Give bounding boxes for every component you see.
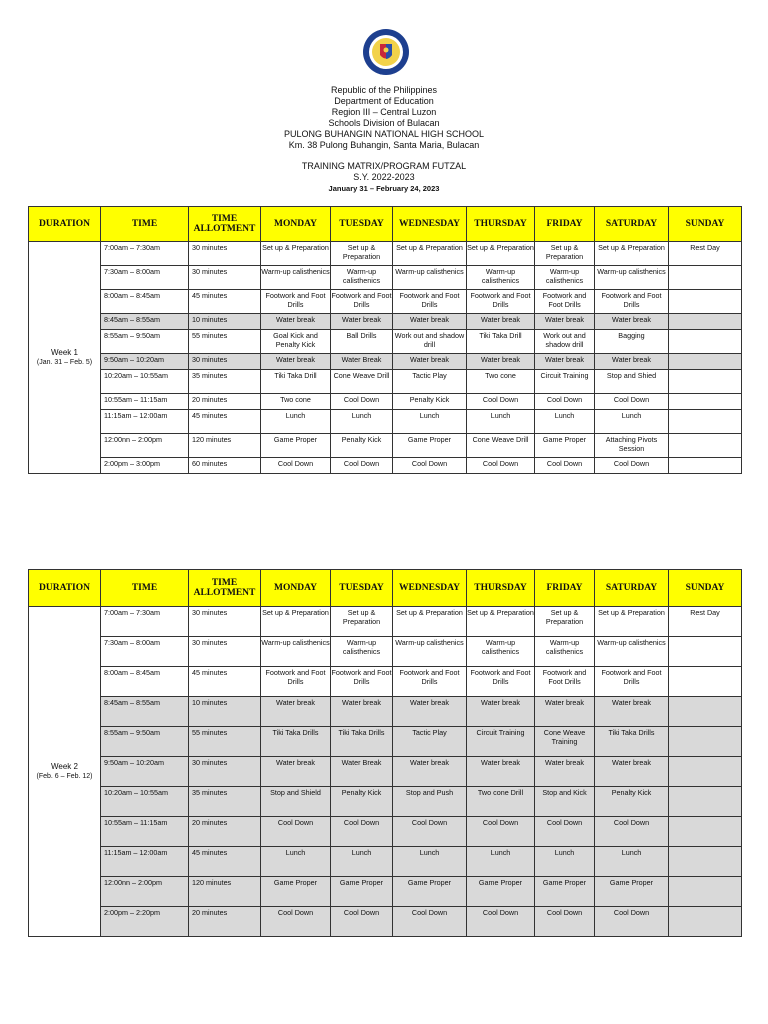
activity-cell-thursday: Lunch (467, 847, 535, 877)
activity-cell-wednesday: Warm-up calisthenics (393, 266, 467, 290)
column-header-sunday: SUNDAY (669, 207, 742, 242)
table-row (29, 787, 742, 817)
table-row (29, 354, 742, 370)
activity-cell-monday: Water break (261, 354, 331, 370)
activity-cell-sunday: Rest Day (669, 242, 742, 266)
table-row (29, 410, 742, 434)
activity-cell-thursday: Cool Down (467, 458, 535, 474)
header-country: Republic of the Philippines (330, 85, 438, 95)
activity-cell-wednesday: Penalty Kick (393, 394, 467, 410)
activity-cell-monday: Water break (261, 314, 331, 330)
allotment-cell: 120 minutes (189, 434, 261, 458)
activity-cell-monday: Tiki Taka Drills (261, 727, 331, 757)
activity-cell-sunday (669, 370, 742, 394)
activity-cell-monday: Cool Down (261, 458, 331, 474)
time-cell: 2:00pm – 2:20pm (101, 907, 189, 937)
activity-cell-wednesday: Warm-up calisthenics (393, 637, 467, 667)
time-cell: 7:30am – 8:00am (101, 637, 189, 667)
activity-cell-wednesday: Lunch (393, 410, 467, 434)
activity-cell-tuesday: Set up & Preparation (331, 607, 393, 637)
time-cell: 7:30am – 8:00am (101, 266, 189, 290)
activity-cell-tuesday: Cool Down (331, 458, 393, 474)
activity-cell-wednesday: Water break (393, 697, 467, 727)
column-header-monday: MONDAY (261, 570, 331, 607)
activity-cell-friday: Work out and shadow drill (535, 330, 595, 354)
activity-cell-saturday: Warm-up calisthenics (595, 266, 669, 290)
allotment-cell: 55 minutes (189, 330, 261, 354)
table-row (29, 697, 742, 727)
activity-cell-sunday (669, 354, 742, 370)
activity-cell-tuesday: Water Break (331, 354, 393, 370)
activity-cell-monday: Lunch (261, 847, 331, 877)
time-cell: 10:55am – 11:15am (101, 817, 189, 847)
activity-cell-tuesday: Cool Down (331, 817, 393, 847)
activity-cell-wednesday: Footwork and Foot Drills (393, 290, 467, 314)
activity-cell-friday: Set up & Preparation (535, 607, 595, 637)
table-row (29, 394, 742, 410)
activity-cell-thursday: Two cone Drill (467, 787, 535, 817)
column-header-duration: DURATION (29, 207, 101, 242)
header-row (29, 570, 742, 607)
activity-cell-sunday (669, 290, 742, 314)
activity-cell-sunday: Rest Day (669, 607, 742, 637)
activity-cell-sunday (669, 314, 742, 330)
activity-cell-saturday: Bagging (595, 330, 669, 354)
activity-cell-thursday: Water break (467, 757, 535, 787)
column-header-thursday: THURSDAY (467, 207, 535, 242)
activity-cell-monday: Goal Kick and Penalty Kick (261, 330, 331, 354)
activity-cell-tuesday: Tiki Taka Drills (331, 727, 393, 757)
table-row (29, 727, 742, 757)
activity-cell-saturday: Cool Down (595, 394, 669, 410)
allotment-cell: 30 minutes (189, 757, 261, 787)
document-header (0, 85, 768, 194)
activity-cell-tuesday: Cool Down (331, 907, 393, 937)
activity-cell-thursday: Set up & Preparation (467, 607, 535, 637)
allotment-cell: 20 minutes (189, 907, 261, 937)
week-label: Week 2 (51, 762, 78, 771)
time-cell: 8:45am – 8:55am (101, 697, 189, 727)
time-cell: 8:45am – 8:55am (101, 314, 189, 330)
allotment-cell: 45 minutes (189, 290, 261, 314)
activity-cell-thursday: Tiki Taka Drill (467, 330, 535, 354)
activity-cell-sunday (669, 637, 742, 667)
time-cell: 10:20am – 10:55am (101, 370, 189, 394)
table-row (29, 667, 742, 697)
week-date-range: (Feb. 6 – Feb. 12) (36, 773, 93, 780)
school-year: S.Y. 2022-2023 (353, 172, 415, 182)
activity-cell-friday: Warm-up calisthenics (535, 266, 595, 290)
activity-cell-tuesday: Cool Down (331, 394, 393, 410)
activity-cell-monday: Warm-up calisthenics (261, 637, 331, 667)
table-row (29, 458, 742, 474)
table-row (29, 314, 742, 330)
week-2-schedule-table (28, 569, 742, 937)
column-header-wednesday: WEDNESDAY (393, 207, 467, 242)
activity-cell-friday: Footwork and Foot Drills (535, 290, 595, 314)
activity-cell-sunday (669, 330, 742, 354)
activity-cell-wednesday: Set up & Preparation (393, 242, 467, 266)
week-1-schedule-table (28, 206, 742, 474)
table-row (29, 877, 742, 907)
activity-cell-sunday (669, 434, 742, 458)
column-header-time-allotment: TIME ALLOTMENT (189, 207, 261, 242)
week-date-range: (Jan. 31 – Feb. 5) (36, 359, 93, 366)
header-region: Region III – Central Luzon (331, 107, 437, 117)
header-school: PULONG BUHANGIN NATIONAL HIGH SCHOOL (283, 129, 485, 139)
time-cell: 11:15am – 12:00am (101, 410, 189, 434)
activity-cell-thursday: Water break (467, 314, 535, 330)
activity-cell-thursday: Water break (467, 354, 535, 370)
activity-cell-friday: Circuit Training (535, 370, 595, 394)
activity-cell-monday: Two cone (261, 394, 331, 410)
activity-cell-friday: Cool Down (535, 907, 595, 937)
activity-cell-monday: Water break (261, 697, 331, 727)
activity-cell-tuesday: Warm-up calisthenics (331, 266, 393, 290)
activity-cell-saturday: Attaching Pivots Session (595, 434, 669, 458)
column-header-tuesday: TUESDAY (331, 207, 393, 242)
activity-cell-tuesday: Warm-up calisthenics (331, 637, 393, 667)
activity-cell-saturday: Penalty Kick (595, 787, 669, 817)
activity-cell-sunday (669, 877, 742, 907)
activity-cell-wednesday: Water break (393, 354, 467, 370)
activity-cell-sunday (669, 907, 742, 937)
activity-cell-friday: Stop and Kick (535, 787, 595, 817)
activity-cell-friday: Cone Weave Training (535, 727, 595, 757)
activity-cell-wednesday: Water break (393, 757, 467, 787)
activity-cell-friday: Set up & Preparation (535, 242, 595, 266)
table-row (29, 434, 742, 458)
activity-cell-monday: Footwork and Foot Drills (261, 290, 331, 314)
column-header-time-allotment: TIME ALLOTMENT (189, 570, 261, 607)
allotment-cell: 20 minutes (189, 394, 261, 410)
activity-cell-saturday: Water break (595, 697, 669, 727)
time-cell: 11:15am – 12:00am (101, 847, 189, 877)
activity-cell-saturday: Cool Down (595, 817, 669, 847)
column-header-duration: DURATION (29, 570, 101, 607)
allotment-cell: 60 minutes (189, 458, 261, 474)
activity-cell-wednesday: Lunch (393, 847, 467, 877)
activity-cell-thursday: Cool Down (467, 394, 535, 410)
activity-cell-saturday: Cool Down (595, 907, 669, 937)
activity-cell-thursday: Cool Down (467, 817, 535, 847)
week-label: Week 1 (51, 348, 78, 357)
activity-cell-friday: Game Proper (535, 434, 595, 458)
allotment-cell: 20 minutes (189, 817, 261, 847)
column-header-friday: FRIDAY (535, 207, 595, 242)
activity-cell-monday: Stop and Shield (261, 787, 331, 817)
activity-cell-saturday: Footwork and Foot Drills (595, 290, 669, 314)
activity-cell-sunday (669, 697, 742, 727)
activity-cell-tuesday: Water break (331, 697, 393, 727)
activity-cell-monday: Water break (261, 757, 331, 787)
activity-cell-thursday: Two cone (467, 370, 535, 394)
allotment-cell: 35 minutes (189, 370, 261, 394)
allotment-cell: 30 minutes (189, 637, 261, 667)
activity-cell-thursday: Cool Down (467, 907, 535, 937)
column-header-wednesday: WEDNESDAY (393, 570, 467, 607)
activity-cell-monday: Lunch (261, 410, 331, 434)
table-row (29, 757, 742, 787)
allotment-cell: 120 minutes (189, 877, 261, 907)
header-division: Schools Division of Bulacan (328, 118, 440, 128)
activity-cell-tuesday: Cone Weave Drill (331, 370, 393, 394)
time-cell: 7:00am – 7:30am (101, 607, 189, 637)
activity-cell-wednesday: Cool Down (393, 458, 467, 474)
activity-cell-tuesday: Ball Drills (331, 330, 393, 354)
activity-cell-friday: Warm-up calisthenics (535, 637, 595, 667)
activity-cell-friday: Water break (535, 697, 595, 727)
activity-cell-friday: Footwork and Foot Drills (535, 667, 595, 697)
activity-cell-tuesday: Lunch (331, 410, 393, 434)
activity-cell-monday: Warm-up calisthenics (261, 266, 331, 290)
activity-cell-wednesday: Game Proper (393, 434, 467, 458)
column-header-friday: FRIDAY (535, 570, 595, 607)
activity-cell-friday: Lunch (535, 410, 595, 434)
activity-cell-thursday: Warm-up calisthenics (467, 637, 535, 667)
activity-cell-saturday: Water break (595, 757, 669, 787)
activity-cell-friday: Water break (535, 314, 595, 330)
activity-cell-sunday (669, 817, 742, 847)
activity-cell-sunday (669, 727, 742, 757)
allotment-cell: 45 minutes (189, 847, 261, 877)
allotment-cell: 10 minutes (189, 314, 261, 330)
activity-cell-thursday: Warm-up calisthenics (467, 266, 535, 290)
column-header-thursday: THURSDAY (467, 570, 535, 607)
date-range: January 31 – February 24, 2023 (328, 184, 440, 193)
activity-cell-friday: Game Proper (535, 877, 595, 907)
activity-cell-saturday: Lunch (595, 410, 669, 434)
header-address: Km. 38 Pulong Buhangin, Santa Maria, Bulacan (288, 140, 480, 150)
activity-cell-tuesday: Game Proper (331, 877, 393, 907)
time-cell: 8:00am – 8:45am (101, 667, 189, 697)
time-cell: 8:55am – 9:50am (101, 727, 189, 757)
column-header-tuesday: TUESDAY (331, 570, 393, 607)
activity-cell-friday: Cool Down (535, 394, 595, 410)
activity-cell-monday: Cool Down (261, 817, 331, 847)
document-title: TRAINING MATRIX/PROGRAM FUTZAL (301, 161, 467, 171)
column-header-time: TIME (101, 207, 189, 242)
time-cell: 12:00nn – 2:00pm (101, 877, 189, 907)
header-row (29, 207, 742, 242)
activity-cell-saturday: Warm-up calisthenics (595, 637, 669, 667)
activity-cell-saturday: Cool Down (595, 458, 669, 474)
activity-cell-sunday (669, 667, 742, 697)
allotment-cell: 35 minutes (189, 787, 261, 817)
activity-cell-wednesday: Cool Down (393, 907, 467, 937)
activity-cell-sunday (669, 847, 742, 877)
activity-cell-sunday (669, 410, 742, 434)
activity-cell-wednesday: Tactic Play (393, 727, 467, 757)
activity-cell-tuesday: Penalty Kick (331, 787, 393, 817)
activity-cell-wednesday: Game Proper (393, 877, 467, 907)
allotment-cell: 45 minutes (189, 410, 261, 434)
activity-cell-friday: Water break (535, 757, 595, 787)
time-cell: 7:00am – 7:30am (101, 242, 189, 266)
deped-seal-logo (362, 28, 410, 76)
activity-cell-tuesday: Water break (331, 314, 393, 330)
activity-cell-thursday: Footwork and Foot Drills (467, 667, 535, 697)
activity-cell-saturday: Water break (595, 314, 669, 330)
activity-cell-tuesday: Footwork and Foot Drills (331, 290, 393, 314)
activity-cell-saturday: Lunch (595, 847, 669, 877)
time-cell: 8:55am – 9:50am (101, 330, 189, 354)
allotment-cell: 30 minutes (189, 266, 261, 290)
table-row (29, 370, 742, 394)
activity-cell-wednesday: Cool Down (393, 817, 467, 847)
activity-cell-sunday (669, 266, 742, 290)
activity-cell-sunday (669, 757, 742, 787)
activity-cell-friday: Cool Down (535, 817, 595, 847)
allotment-cell: 30 minutes (189, 607, 261, 637)
activity-cell-saturday: Stop and Shied (595, 370, 669, 394)
activity-cell-tuesday: Set up & Preparation (331, 242, 393, 266)
activity-cell-tuesday: Water Break (331, 757, 393, 787)
activity-cell-sunday (669, 394, 742, 410)
column-header-sunday: SUNDAY (669, 570, 742, 607)
activity-cell-monday: Footwork and Foot Drills (261, 667, 331, 697)
activity-cell-wednesday: Tactic Play (393, 370, 467, 394)
table-row (29, 330, 742, 354)
activity-cell-tuesday: Footwork and Foot Drills (331, 667, 393, 697)
activity-cell-thursday: Set up & Preparation (467, 242, 535, 266)
activity-cell-monday: Set up & Preparation (261, 607, 331, 637)
activity-cell-friday: Water break (535, 354, 595, 370)
activity-cell-wednesday: Water break (393, 314, 467, 330)
activity-cell-monday: Set up & Preparation (261, 242, 331, 266)
table-row (29, 817, 742, 847)
allotment-cell: 30 minutes (189, 354, 261, 370)
activity-cell-saturday: Footwork and Foot Drills (595, 667, 669, 697)
allotment-cell: 10 minutes (189, 697, 261, 727)
activity-cell-saturday: Tiki Taka Drills (595, 727, 669, 757)
activity-cell-monday: Game Proper (261, 434, 331, 458)
activity-cell-monday: Cool Down (261, 907, 331, 937)
column-header-saturday: SATURDAY (595, 570, 669, 607)
activity-cell-friday: Cool Down (535, 458, 595, 474)
activity-cell-monday: Tiki Taka Drill (261, 370, 331, 394)
activity-cell-tuesday: Penalty Kick (331, 434, 393, 458)
activity-cell-saturday: Water break (595, 354, 669, 370)
allotment-cell: 55 minutes (189, 727, 261, 757)
activity-cell-sunday (669, 787, 742, 817)
header-department: Department of Education (334, 96, 434, 106)
activity-cell-thursday: Lunch (467, 410, 535, 434)
table-row (29, 637, 742, 667)
activity-cell-wednesday: Stop and Push (393, 787, 467, 817)
time-cell: 9:50am – 10:20am (101, 354, 189, 370)
table-row (29, 266, 742, 290)
activity-cell-saturday: Game Proper (595, 877, 669, 907)
table-row (29, 847, 742, 877)
table-row (29, 907, 742, 937)
activity-cell-tuesday: Lunch (331, 847, 393, 877)
activity-cell-wednesday: Work out and shadow drill (393, 330, 467, 354)
table-row (29, 290, 742, 314)
column-header-monday: MONDAY (261, 207, 331, 242)
activity-cell-friday: Lunch (535, 847, 595, 877)
activity-cell-monday: Game Proper (261, 877, 331, 907)
time-cell: 2:00pm – 3:00pm (101, 458, 189, 474)
allotment-cell: 45 minutes (189, 667, 261, 697)
allotment-cell: 30 minutes (189, 242, 261, 266)
activity-cell-thursday: Footwork and Foot Drills (467, 290, 535, 314)
time-cell: 9:50am – 10:20am (101, 757, 189, 787)
time-cell: 10:20am – 10:55am (101, 787, 189, 817)
activity-cell-thursday: Game Proper (467, 877, 535, 907)
time-cell: 12:00nn – 2:00pm (101, 434, 189, 458)
week-label-cell (29, 607, 101, 937)
activity-cell-thursday: Circuit Training (467, 727, 535, 757)
column-header-saturday: SATURDAY (595, 207, 669, 242)
column-header-time: TIME (101, 570, 189, 607)
week-label-cell (29, 242, 101, 474)
time-cell: 10:55am – 11:15am (101, 394, 189, 410)
time-cell: 8:00am – 8:45am (101, 290, 189, 314)
activity-cell-saturday: Set up & Preparation (595, 242, 669, 266)
activity-cell-saturday: Set up & Preparation (595, 607, 669, 637)
activity-cell-wednesday: Set up & Preparation (393, 607, 467, 637)
table-row (29, 607, 742, 637)
activity-cell-thursday: Water break (467, 697, 535, 727)
table-row (29, 242, 742, 266)
activity-cell-thursday: Cone Weave Drill (467, 434, 535, 458)
activity-cell-wednesday: Footwork and Foot Drills (393, 667, 467, 697)
activity-cell-sunday (669, 458, 742, 474)
